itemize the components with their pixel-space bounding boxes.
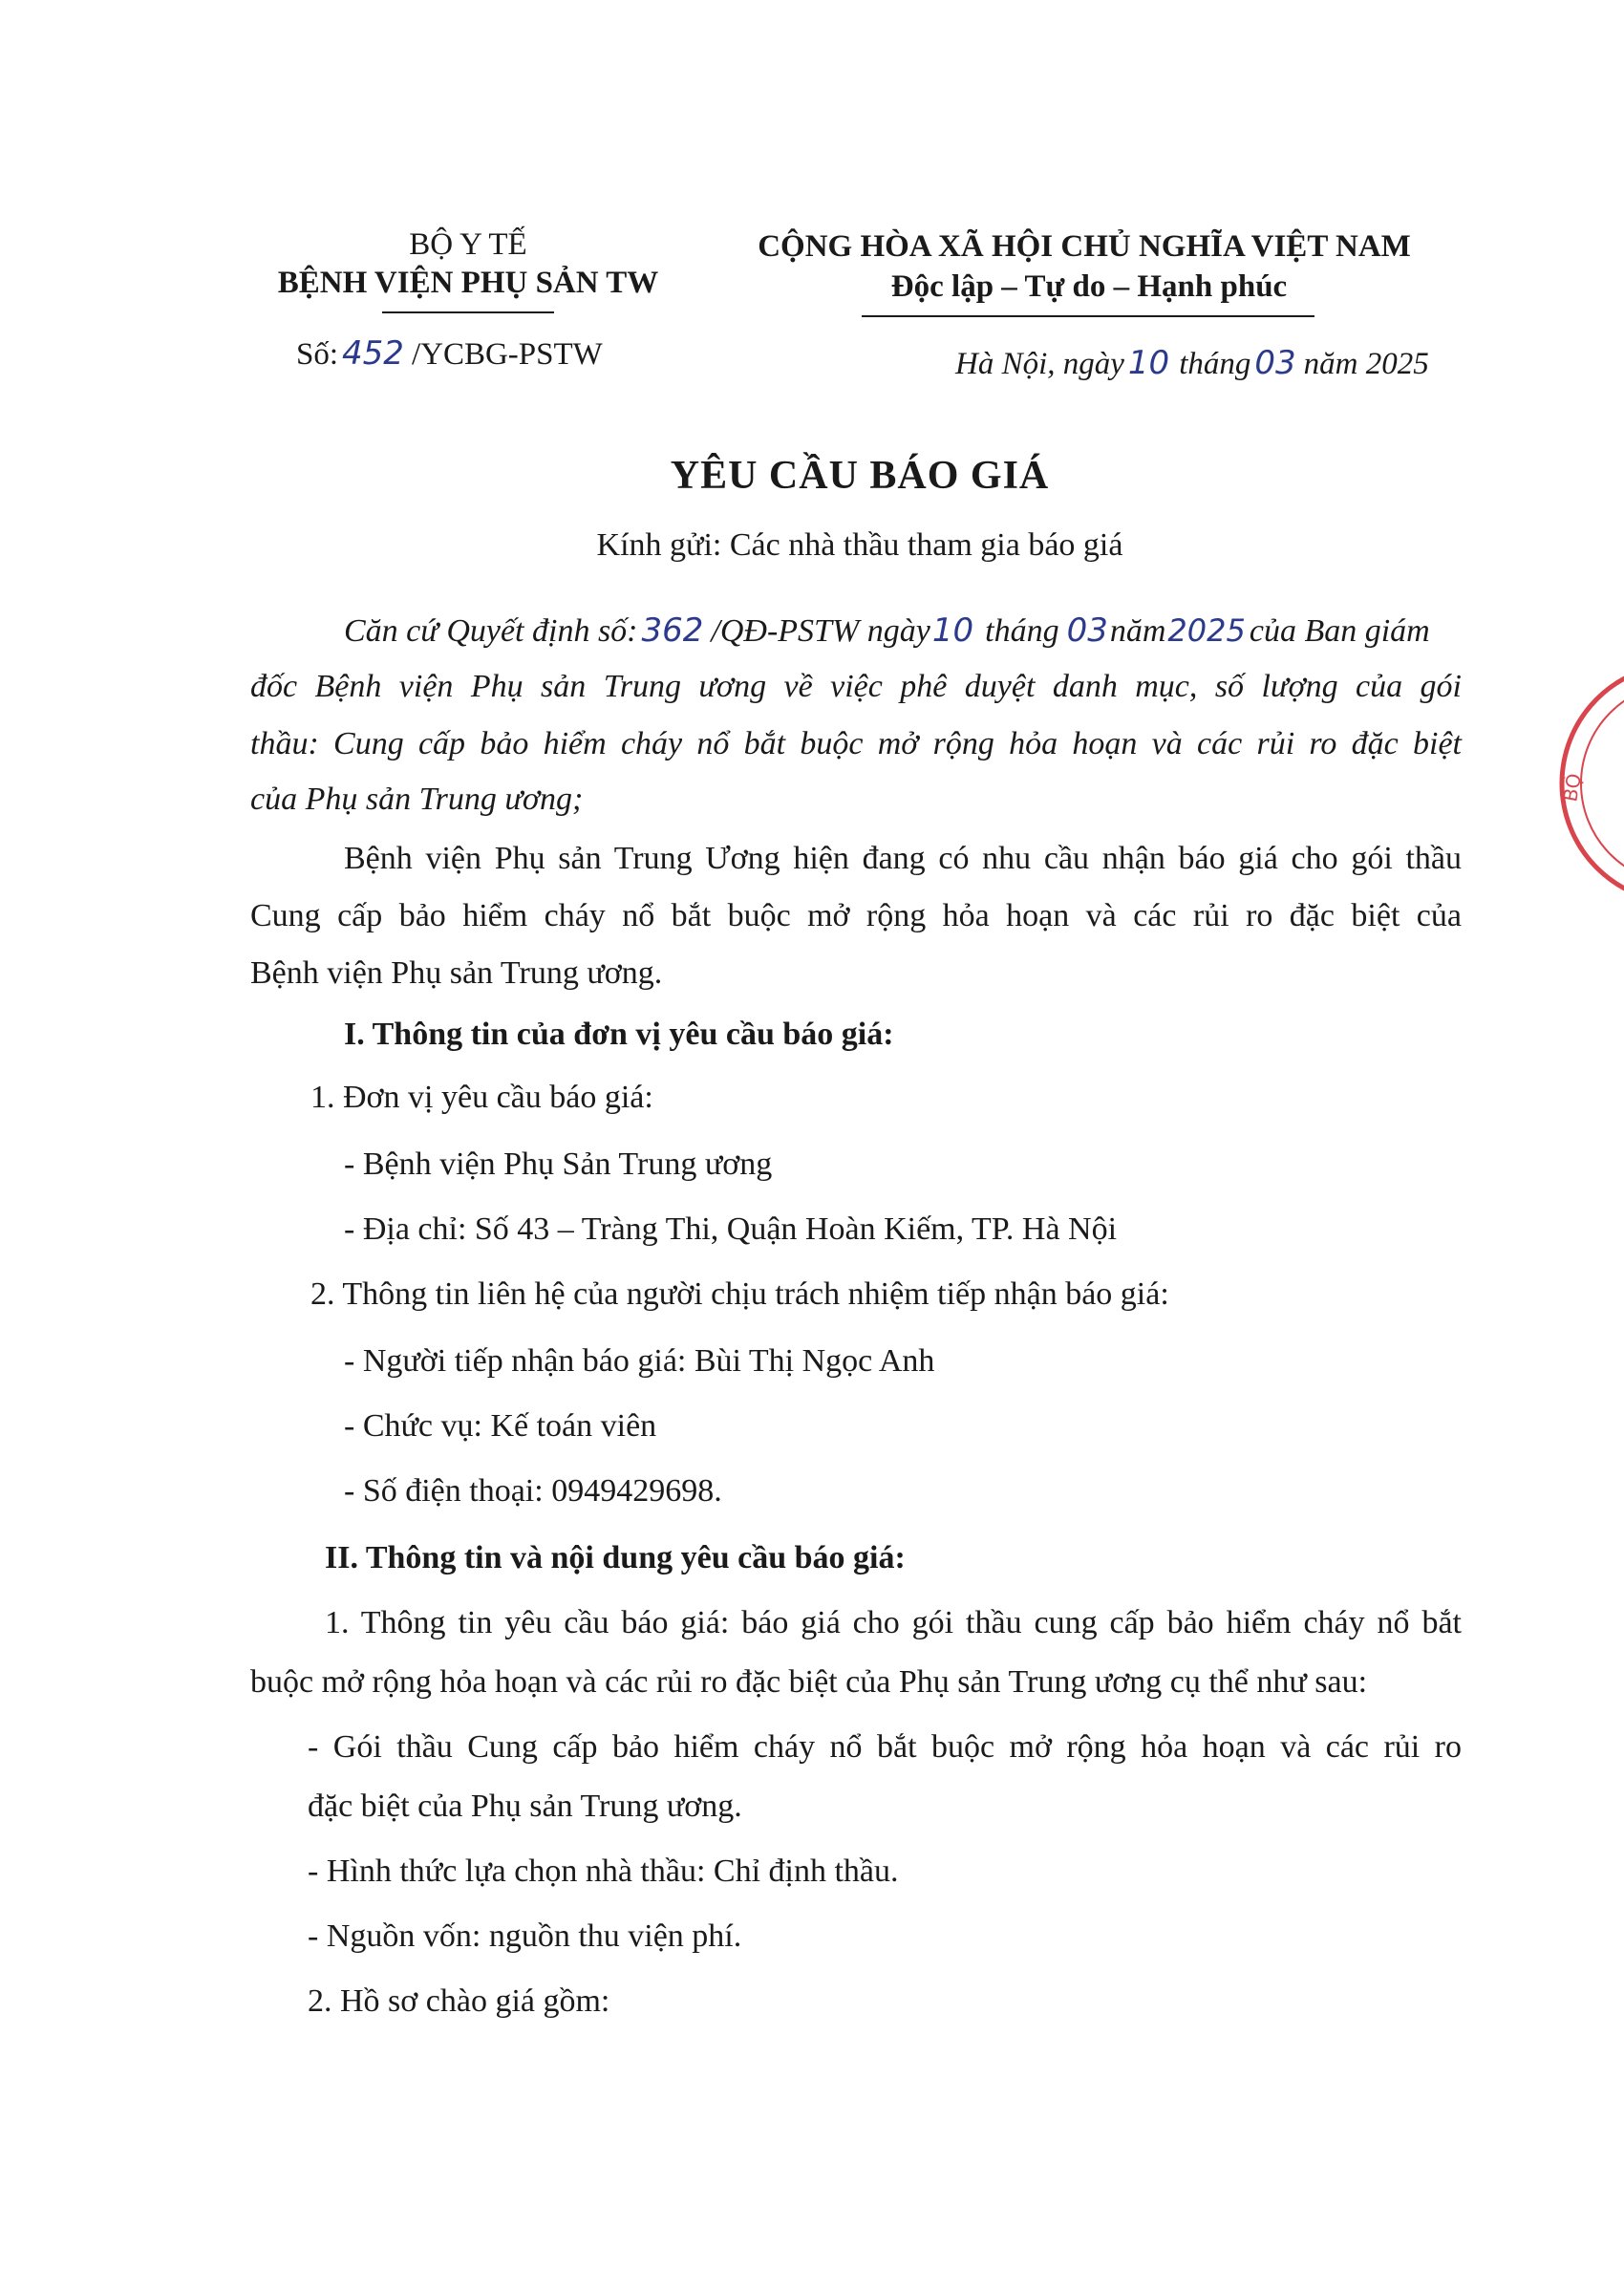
basis-text-e: của Ban giám <box>1249 613 1430 649</box>
section-2-item-1-line-2: buộc mở rộng hỏa hoạn và các rủi ro đặc biệt của Phụ sản Trung ương cụ thể như sau: <box>250 1664 1368 1700</box>
section-1-heading: I. Thông tin của đơn vị yêu cầu báo giá: <box>344 1017 894 1052</box>
decision-day-handwritten: 10 <box>931 611 974 650</box>
requester-address: - Địa chỉ: Số 43 – Tràng Thi, Quận Hoàn Kiếm, TP. Hà Nội <box>344 1211 1118 1247</box>
country-name: CỘNG HÒA XÃ HỘI CHỦ NGHĨA VIỆT NAM <box>758 229 1411 264</box>
year-text: năm 2025 <box>1303 347 1429 381</box>
decision-number-handwritten: 362 <box>641 611 704 650</box>
intro-line-2: Cung cấp bảo hiểm cháy nổ bắt buộc mở rộng hỏa hoạn và các rủi ro đặc biệt của <box>250 898 1462 933</box>
funding-source: - Nguồn vốn: nguồn thu viện phí. <box>308 1918 742 1954</box>
decision-year-handwritten: 2025 <box>1167 612 1246 649</box>
section-2-item-2: 2. Hồ sơ chào giá gồm: <box>308 1983 610 2019</box>
section-1-item-2: 2. Thông tin liên hệ của người chịu trách nhiệm tiếp nhận báo giá: <box>310 1276 1169 1312</box>
section-2-item-1-line-1: 1. Thông tin yêu cầu báo giá: báo giá cho gói thầu cung cấp bảo hiểm cháy nổ bắt <box>325 1605 1462 1640</box>
recipient-line: Kính gửi: Các nhà thầu tham gia báo giá <box>596 527 1123 563</box>
basis-line-4: của Phụ sản Trung ương; <box>250 782 584 817</box>
date-prefix: Hà Nội, ngày <box>955 347 1124 381</box>
basis-line-2: đốc Bệnh viện Phụ sản Trung ương về việc phê duyệt danh mục, số lượng của gói <box>250 669 1462 704</box>
hospital-name: BỆNH VIỆN PHỤ SẢN TW <box>277 266 659 300</box>
section-2-heading: II. Thông tin và nội dung yêu cầu báo giá: <box>325 1540 906 1575</box>
basis-text-b: /QĐ-PSTW ngày <box>711 613 930 649</box>
contact-phone: - Số điện thoại: 0949429698. <box>344 1473 722 1509</box>
svg-text:BỘ: BỘ <box>1558 771 1587 803</box>
place-date <box>955 344 1429 382</box>
package-line-2: đặc biệt của Phụ sản Trung ương. <box>308 1789 742 1824</box>
motto-underline <box>862 315 1314 317</box>
contact-name: - Người tiếp nhận báo giá: Bùi Thị Ngọc Anh <box>344 1343 935 1379</box>
basis-text-d: năm <box>1109 613 1166 649</box>
selection-method: - Hình thức lựa chọn nhà thầu: Chỉ định thầu. <box>308 1853 899 1889</box>
contact-position: - Chức vụ: Kế toán viên <box>344 1408 657 1444</box>
document-number <box>296 334 603 373</box>
package-line-1: - Gói thầu Cung cấp bảo hiểm cháy nổ bắt buộc mở rộng hỏa hoạn và các rủi ro <box>308 1729 1462 1765</box>
seal-icon <box>1538 659 1624 908</box>
month-label: tháng <box>1179 347 1251 381</box>
month-handwritten: 03 <box>1254 344 1296 382</box>
number-handwritten: 452 <box>342 334 404 373</box>
basis-line-1 <box>344 611 1430 650</box>
hospital-underline <box>382 311 554 313</box>
section-1-item-1: 1. Đơn vị yêu cầu báo giá: <box>310 1080 653 1115</box>
number-prefix: Số: <box>296 337 339 372</box>
day-handwritten: 10 <box>1127 344 1170 382</box>
intro-line-1: Bệnh viện Phụ sản Trung Ương hiện đang có nhu cầu nhận báo giá cho gói thầu <box>344 841 1462 876</box>
requester-name: - Bệnh viện Phụ Sản Trung ương <box>344 1146 773 1182</box>
basis-text-c: tháng <box>985 613 1059 649</box>
number-suffix: /YCBG-PSTW <box>411 337 603 372</box>
official-seal-fragment <box>1538 659 1624 908</box>
intro-line-3: Bệnh viện Phụ sản Trung ương. <box>250 955 663 991</box>
decision-month-handwritten: 03 <box>1066 611 1108 650</box>
basis-text-a: Căn cứ Quyết định số: <box>344 613 638 649</box>
document-title: YÊU CẦU BÁO GIÁ <box>670 454 1050 498</box>
ministry-name: BỘ Y TẾ <box>409 227 527 262</box>
national-motto: Độc lập – Tự do – Hạnh phúc <box>890 269 1288 304</box>
basis-line-3: thầu: Cung cấp bảo hiểm cháy nổ bắt buộc mở rộng hỏa hoạn và các rủi ro đặc biệt <box>250 726 1462 761</box>
